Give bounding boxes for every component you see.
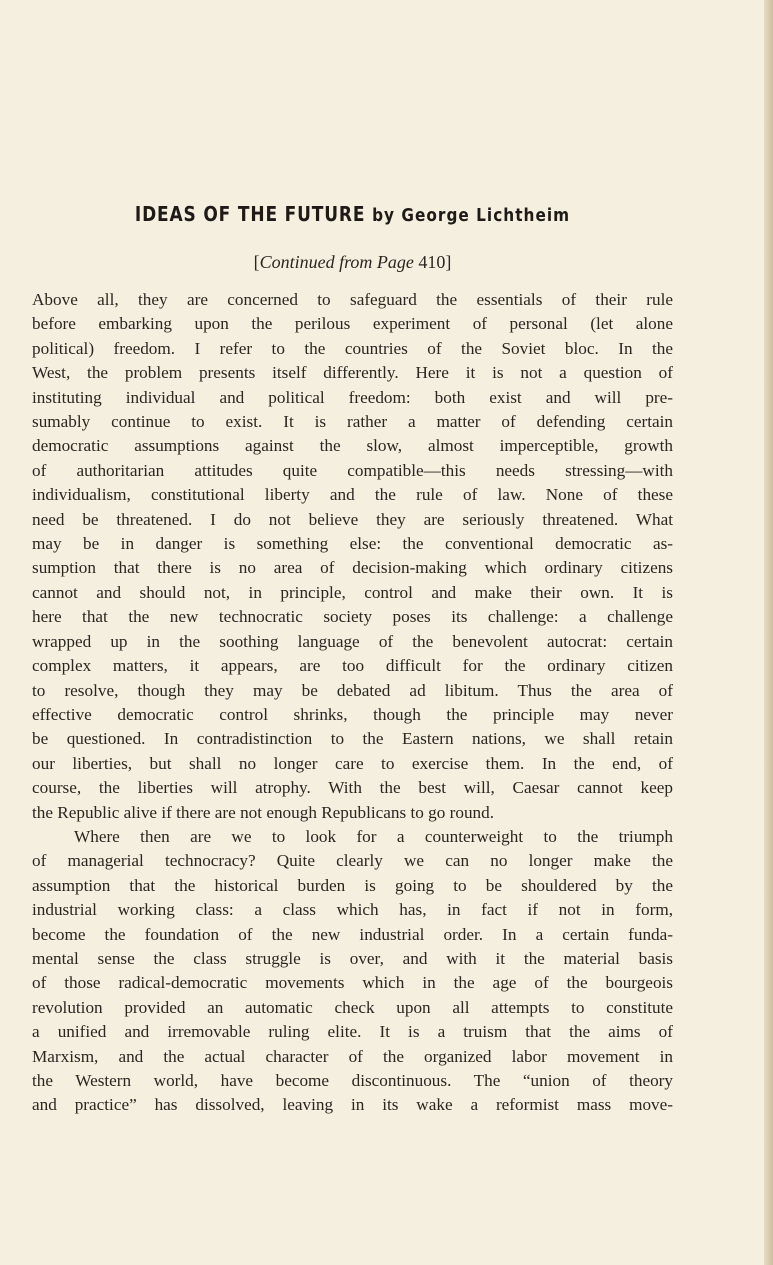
text-line: need be threatened. I do not believe they are seriously threatened. What — [32, 509, 673, 529]
text-line: before embarking upon the perilous experiment of personal (let alone — [32, 314, 673, 334]
page-edge — [764, 0, 773, 1265]
text-line: revolution provided an automatic check upon all attempts to constitute — [32, 997, 673, 1017]
text-line: of managerial technocracy? Quite clearly we can no longer make the — [32, 851, 673, 871]
text-line: to resolve, though they may be debated ad libitum. Thus the area of — [32, 680, 673, 700]
text-line: of authoritarian attitudes quite compatible—this needs stressing—with — [32, 460, 673, 480]
paragraph-2 — [32, 825, 673, 1118]
text-line: be questioned. In contradistinction to the Eastern nations, we shall retain — [32, 729, 673, 749]
text-line: may be in danger is something else: the conventional democratic as- — [32, 534, 673, 554]
continued-open: [ — [253, 252, 260, 272]
text-line: mental sense the class struggle is over, and with it the material basis — [32, 948, 673, 968]
text-line: wrapped up in the soothing language of the benevolent autocrat: certain — [32, 631, 673, 651]
text-line: individualism, constitutional liberty and the rule of law. None of these — [32, 485, 673, 505]
text-line: the Republic alive if there are not enough Republicans to go round. — [32, 802, 495, 822]
text-line: here that the new technocratic society poses its challenge: a challenge — [32, 607, 673, 627]
text-line: the Western world, have become discontinuous. The “union of theory — [32, 1071, 673, 1090]
text-line: sumption that there is no area of decision-making which ordinary citizens — [32, 558, 673, 578]
text-line: sumably continue to exist. It is rather a matter of defending certain — [32, 412, 673, 432]
text-line: industrial working class: a class which has, in fact if not in form, — [32, 900, 673, 920]
text-line: and practice” has dissolved, leaving in its wake a reformist mass move- — [32, 1095, 673, 1115]
text-line: effective democratic control shrinks, though the principle may never — [32, 704, 673, 724]
body-text — [32, 288, 673, 1118]
text-line: Marxism, and the actual character of the organized labor movement in — [32, 1046, 673, 1066]
text-line: assumption that the historical burden is going to be shouldered by the — [32, 875, 673, 895]
text-line: West, the problem presents itself differently. Here it is not a question of — [32, 363, 673, 383]
text-line: cannot and should not, in principle, control and make their own. It is — [32, 582, 673, 602]
text-line: our liberties, but shall no longer care to exercise them. In the end, of — [32, 753, 673, 773]
paragraph-1 — [32, 288, 673, 825]
continued-note — [32, 250, 673, 274]
byline: by George Lichtheim — [372, 205, 571, 226]
text-line: a unified and irremovable ruling elite. It is a truism that the aims of — [32, 1022, 673, 1042]
text-line: become the foundation of the new industrial order. In a certain funda- — [32, 924, 673, 944]
text-line: complex matters, it appears, are too difficult for the ordinary citizen — [32, 656, 673, 676]
text-line: political) freedom. I refer to the countries of the Soviet bloc. In the — [32, 338, 673, 358]
continued-text: Continued from Page — [259, 252, 414, 272]
article-page — [32, 196, 673, 1118]
text-line: Where then are we to look for a counterweight to the triumph — [74, 826, 673, 846]
text-line: course, the liberties will atrophy. With the best will, Caesar cannot keep — [32, 778, 673, 798]
continued-page: 410] — [418, 252, 452, 272]
text-line: instituting individual and political freedom: both exist and will pre- — [32, 387, 673, 407]
title-text: IDEAS OF THE FUTURE — [134, 202, 366, 226]
article-title — [80, 196, 625, 234]
text-line: democratic assumptions against the slow, almost imperceptible, growth — [32, 436, 673, 456]
text-line: Above all, they are concerned to safeguard the essentials of their rule — [32, 290, 673, 309]
text-line: of those radical-democratic movements which in the age of the bourgeois — [32, 973, 673, 993]
